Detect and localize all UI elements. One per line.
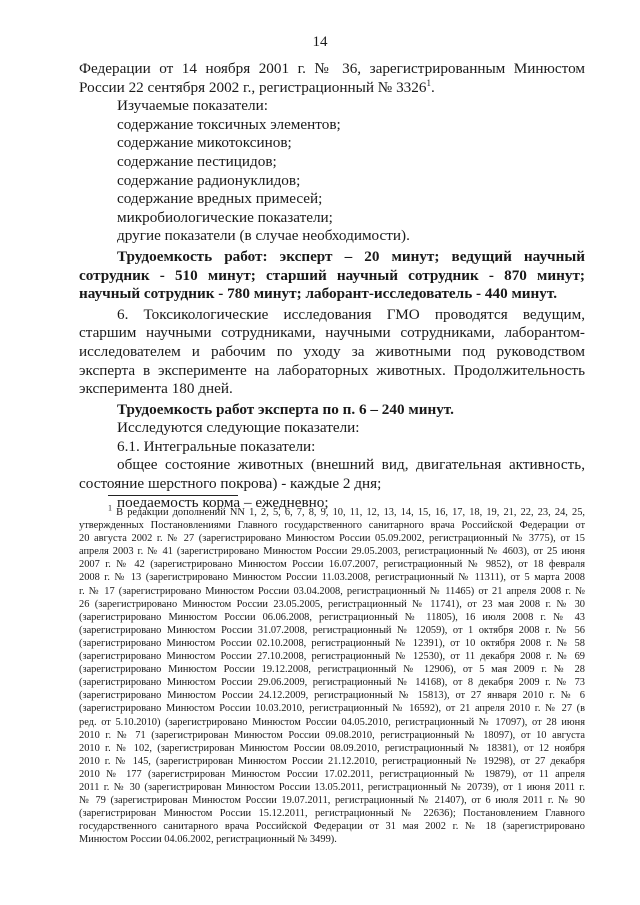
footnote-line: (зарегистрировано Минюстом России 29.06.2009, регистрационный № 14168), от 8 декабря 2009 г. № 73 bbox=[79, 677, 585, 689]
footnote-line: (зарегистрировано Минюстом России 24.12.2009, регистрационный № 15813), от 27 января 2010 г. № 6 bbox=[79, 690, 585, 702]
footnote-line: (зарегистрирован Минюстом России 15.12.2011, регистрационный № 22636); Постановлением Главного bbox=[79, 808, 585, 820]
footnote-marker: 1 bbox=[108, 503, 112, 513]
labor-intensity-line: Трудоемкость работ: эксперт – 20 минут; ведущий научный bbox=[117, 247, 585, 265]
footnote-line: (зарегистрировано Минюстом России 02.10.2008, регистрационный № 12391), от 10 октября 2008 г. № 58 bbox=[79, 637, 585, 649]
indicator-item: содержание пестицидов; bbox=[117, 152, 277, 170]
footnote-line: 2007 г. № 42 (зарегистрировано Минюстом России 16.07.2007, регистрационный № 9852), от 18 февраля bbox=[79, 559, 585, 571]
footnote-line bbox=[79, 503, 585, 519]
footnote-line: № 79 (зарегистрирован Минюстом России 19.07.2011, регистрационный № 21407), от 6 июля 2011 г. № 90 bbox=[79, 795, 585, 807]
footnote-line: г. № 17 (зарегистрировано Минюстом России 03.04.2008, регистрационный № 11465) от 21 апреля 2008 г. № bbox=[79, 585, 585, 597]
paragraph-6-line: старшим научными сотрудниками, научными сотрудниками, лаборантом- bbox=[79, 324, 585, 342]
general-state-line: состояние шерстного покрова) - каждые 2 дня; bbox=[79, 475, 382, 493]
text-line-end: . bbox=[430, 78, 435, 96]
footnote bbox=[79, 503, 585, 846]
footnote-line: (зарегистрировано Минюстом России 27.10.2008, регистрационный № 12530), от 11 декабря 2008 г. № 69 bbox=[79, 651, 585, 663]
footnote-line: (зарегистрировано Минюстом России 31.07.2008, регистрационный № 12059), от 1 октября 2008 г. № 56 bbox=[79, 624, 585, 636]
footnote-line: утвержденных Постановлениями Главного государственного санитарного врача Российской Федерации от bbox=[79, 520, 585, 532]
footnote-line-text: В редакции дополнений NN 1, 2, 5, 6, 7, 8, 9, 10, 11, 12, 13, 14, 15, 16, 17, 18, 19, 21, 22, 23, 24, 25, bbox=[116, 507, 585, 518]
text-line: Федерации от 14 ноября 2001 г. № 36, зарегистрированным Минюстом bbox=[79, 60, 585, 77]
footnote-separator bbox=[108, 495, 238, 496]
footnote-line: 2010 № 177 (зарегистрирован Минюстом России 17.02.2011, регистрационный № 19879), от 11 апреля bbox=[79, 768, 585, 780]
footnote-line: апреля 2003 г. № 41 (зарегистрировано Минюстом России 29.05.2003, регистрационный № 4603), от 25 июня bbox=[79, 546, 585, 558]
footnote-line: (зарегистрировано Минюстом России 19.12.2008, регистрационный № 12906), от 5 мая 2009 г. № 28 bbox=[79, 664, 585, 676]
footnote-line: Минюстом России 04.06.2002, регистрационный № 3499). bbox=[79, 834, 337, 846]
expert-labor-line: Трудоемкость работ эксперта по п. 6 – 240 минут. bbox=[117, 400, 454, 418]
text-line-content: России 22 сентября 2002 г., регистрационный № 3326 bbox=[79, 78, 427, 96]
indicators-heading: Изучаемые показатели: bbox=[117, 97, 268, 115]
text-line bbox=[79, 79, 585, 98]
paragraph-6-line: 6. Токсикологические исследования ГМО проводятся ведущим, bbox=[117, 305, 585, 323]
footnote-line: 2010 г. № 71 (зарегистрирован Минюстом России 09.08.2010, регистрационный № 18097), от 10 августа bbox=[79, 729, 585, 741]
studied-heading: Исследуются следующие показатели: bbox=[117, 419, 360, 437]
labor-intensity-line: научный сотрудник - 780 минут; лаборант-исследователь - 440 минут. bbox=[79, 285, 558, 303]
footnote-line: (зарегистрировано Минюстом России 10.03.2010, регистрационный № 16592), от 21 апреля 2010 г. № 27 (в bbox=[79, 703, 585, 715]
footnote-line: ред. от 5.10.2010) (зарегистрировано Минюстом России 04.05.2010, регистрационный № 17097), от 28 июня bbox=[79, 716, 585, 728]
footnote-line: 26 (зарегистрировано Минюстом России 23.05.2005, регистрационный № 11741), от 23 мая 2008 г. № 30 bbox=[79, 598, 585, 610]
indicator-item: микробиологические показатели; bbox=[117, 208, 333, 226]
paragraph-6-line: исследователем и рабочим по уходу за животными под руководством bbox=[79, 342, 585, 360]
indicator-item: содержание вредных примесей; bbox=[117, 190, 323, 208]
page-number: 14 bbox=[312, 34, 328, 50]
footnote-reference: 1 bbox=[426, 77, 431, 88]
indicator-item: содержание токсичных элементов; bbox=[117, 115, 341, 133]
footnote-line: государственного санитарного врача Российской Федерации от 31 мая 2002 г. № 18 (зарегистрировано bbox=[79, 821, 585, 833]
footnote-line: 2008 г. № 13 (зарегистрировано Минюстом России 11.03.2008, регистрационный № 11311), от 5 марта 2008 bbox=[79, 572, 585, 584]
footnote-line: 2010 г. № 102, (зарегистрирован Минюстом России 08.09.2010, регистрационный № 18381), от 12 ноября bbox=[79, 742, 585, 754]
feed-line: поедаемость корма – ежедневно; bbox=[117, 493, 329, 511]
footnote-line: 2011 г. № 30 (зарегистрирован Минюстом России 13.05.2011, регистрационный № 20739), от 1 июня 2011 г. bbox=[79, 781, 585, 793]
general-state-line: общее состояние животных (внешний вид, двигательная активность, bbox=[117, 456, 585, 474]
footnote-line: (зарегистрировано Минюстом России 06.06.2008, регистрационный № 11805), 16 июля 2008 г. № 43 bbox=[79, 611, 585, 623]
labor-intensity-line: сотрудник - 510 минут; старший научный сотрудник - 870 минут; bbox=[79, 266, 585, 284]
paragraph-6-line: эксперта в эксперименте на лабораторных животных. Продолжительность bbox=[79, 361, 585, 379]
indicator-item: содержание микотоксинов; bbox=[117, 134, 292, 152]
indicator-item: содержание радионуклидов; bbox=[117, 171, 301, 189]
indicator-item: другие показатели (в случае необходимости). bbox=[117, 227, 410, 245]
main-text bbox=[79, 60, 585, 512]
integral-heading: 6.1. Интегральные показатели: bbox=[117, 437, 316, 455]
paragraph-6-line: эксперимента 180 дней. bbox=[79, 380, 233, 398]
footnote-line: 20 августа 2002 г. № 27 (зарегистрировано Минюстом России 05.09.2002, регистрационный № 3775), от 15 bbox=[79, 533, 585, 545]
footnote-line: 2010 г. № 145, (зарегистрирован Минюстом России 21.12.2010, регистрационный № 19298), от 27 декабря bbox=[79, 755, 585, 767]
